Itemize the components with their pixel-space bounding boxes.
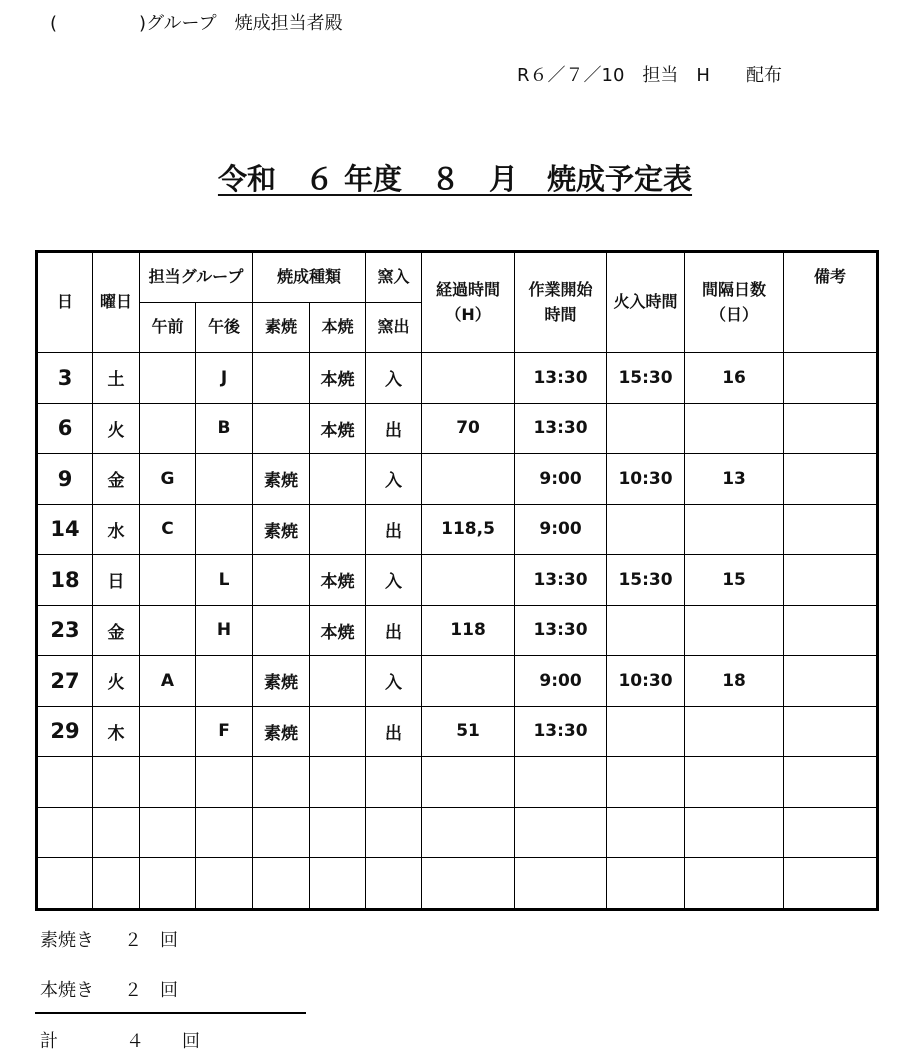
summary-total	[40, 1027, 200, 1053]
header-kiln-out: 窯出	[366, 303, 422, 353]
kiln-cell: 出	[366, 605, 422, 656]
header-weekday: 曜日	[93, 252, 140, 353]
summary-glaze	[40, 976, 178, 1002]
elapsed-cell	[422, 656, 515, 707]
am-group-cell	[140, 555, 196, 606]
bisque-cell	[253, 353, 310, 404]
paren-close: )	[139, 13, 147, 34]
bisque-cell	[253, 807, 310, 858]
fire-on-cell	[607, 403, 685, 454]
day-cell	[37, 757, 93, 808]
weekday-cell: 金	[93, 454, 140, 505]
summary-count: ２	[124, 930, 142, 951]
remarks-cell	[784, 555, 878, 606]
header-fire-on: 火入時間	[607, 252, 685, 353]
summary-divider	[35, 1012, 306, 1014]
fire-on-cell: 10:30	[607, 656, 685, 707]
pm-group-cell	[196, 454, 253, 505]
day-cell: 18	[37, 555, 93, 606]
bisque-cell: 素焼	[253, 706, 310, 757]
kiln-cell: 出	[366, 504, 422, 555]
work-start-cell: 13:30	[515, 605, 607, 656]
remarks-cell	[784, 706, 878, 757]
addressee-text: グループ 焼成担当者殿	[146, 13, 343, 34]
pm-group-cell: J	[196, 353, 253, 404]
kiln-cell	[366, 858, 422, 910]
bisque-cell: 素焼	[253, 656, 310, 707]
weekday-cell: 水	[93, 504, 140, 555]
am-group-cell: G	[140, 454, 196, 505]
day-cell	[37, 858, 93, 910]
kiln-cell: 入	[366, 656, 422, 707]
glaze-cell	[310, 504, 366, 555]
fire-on-cell	[607, 807, 685, 858]
header-glaze: 本焼	[310, 303, 366, 353]
kiln-cell: 出	[366, 403, 422, 454]
interval-cell	[685, 706, 784, 757]
elapsed-cell: 70	[422, 403, 515, 454]
firing-schedule-table	[35, 250, 879, 911]
weekday-cell	[93, 858, 140, 910]
elapsed-cell	[422, 353, 515, 404]
bisque-cell	[253, 403, 310, 454]
day-cell	[37, 807, 93, 858]
table-row	[37, 858, 878, 910]
day-cell: 27	[37, 656, 93, 707]
fire-on-cell	[607, 605, 685, 656]
weekday-cell	[93, 757, 140, 808]
work-start-cell: 13:30	[515, 403, 607, 454]
header-work-start-label: 作業開始	[528, 279, 593, 299]
elapsed-cell: 118,5	[422, 504, 515, 555]
table-row	[37, 555, 878, 606]
am-group-cell	[140, 706, 196, 757]
summary-count: ４	[126, 1031, 144, 1052]
remarks-cell	[784, 353, 878, 404]
kiln-cell: 入	[366, 353, 422, 404]
header-firing-type: 焼成種類	[253, 252, 366, 303]
paren-open: (	[50, 13, 58, 34]
elapsed-cell	[422, 757, 515, 808]
elapsed-cell	[422, 807, 515, 858]
glaze-cell	[310, 454, 366, 505]
day-cell: 6	[37, 403, 93, 454]
glaze-cell: 本焼	[310, 353, 366, 404]
table-row	[37, 403, 878, 454]
kiln-cell	[366, 807, 422, 858]
distribution-note: R６／７／10 担当 H 配布	[517, 65, 782, 86]
header-interval	[685, 252, 784, 353]
am-group-cell	[140, 403, 196, 454]
summary-count: ２	[124, 980, 142, 1001]
day-cell: 23	[37, 605, 93, 656]
remarks-cell	[784, 454, 878, 505]
header-day: 日	[37, 252, 93, 353]
interval-cell	[685, 504, 784, 555]
pm-group-cell: H	[196, 605, 253, 656]
work-start-cell: 13:30	[515, 706, 607, 757]
am-group-cell: A	[140, 656, 196, 707]
interval-cell	[685, 807, 784, 858]
glaze-cell: 本焼	[310, 605, 366, 656]
am-group-cell: C	[140, 504, 196, 555]
summary-unit: 回	[182, 1031, 200, 1052]
interval-cell	[685, 403, 784, 454]
pm-group-cell	[196, 807, 253, 858]
fire-on-cell	[607, 504, 685, 555]
header-elapsed	[422, 252, 515, 353]
weekday-cell	[93, 807, 140, 858]
glaze-cell: 本焼	[310, 555, 366, 606]
am-group-cell	[140, 757, 196, 808]
weekday-cell: 金	[93, 605, 140, 656]
bisque-cell: 素焼	[253, 454, 310, 505]
kiln-cell: 出	[366, 706, 422, 757]
work-start-cell	[515, 757, 607, 808]
summary-unit: 回	[160, 930, 178, 951]
glaze-cell	[310, 858, 366, 910]
header-kiln-in: 窯入	[366, 252, 422, 303]
weekday-cell: 火	[93, 403, 140, 454]
header-am: 午前	[140, 303, 196, 353]
fire-on-cell: 15:30	[607, 555, 685, 606]
elapsed-cell: 51	[422, 706, 515, 757]
pm-group-cell: B	[196, 403, 253, 454]
table-row	[37, 504, 878, 555]
table-row	[37, 605, 878, 656]
header-row-1	[37, 252, 878, 303]
day-cell: 29	[37, 706, 93, 757]
summary-label: 計	[40, 1031, 58, 1052]
work-start-cell: 9:00	[515, 656, 607, 707]
header-remarks: 備考	[784, 252, 878, 353]
work-start-cell	[515, 807, 607, 858]
interval-cell: 16	[685, 353, 784, 404]
pm-group-cell	[196, 757, 253, 808]
work-start-cell: 9:00	[515, 504, 607, 555]
header-elapsed-label: 経過時間	[436, 279, 501, 299]
page-title: 令和 ６ 年度 ８ 月 焼成予定表	[217, 162, 693, 196]
work-start-cell: 13:30	[515, 353, 607, 404]
pm-group-cell: F	[196, 706, 253, 757]
elapsed-cell: 118	[422, 605, 515, 656]
pm-group-cell: L	[196, 555, 253, 606]
table-row	[37, 656, 878, 707]
weekday-cell: 木	[93, 706, 140, 757]
fire-on-cell	[607, 757, 685, 808]
header-bisque: 素焼	[253, 303, 310, 353]
interval-cell: 13	[685, 454, 784, 505]
bisque-cell	[253, 555, 310, 606]
pm-group-cell	[196, 504, 253, 555]
remarks-cell	[784, 656, 878, 707]
elapsed-cell	[422, 555, 515, 606]
addressee-line	[50, 9, 343, 35]
table-row	[37, 353, 878, 404]
weekday-cell: 火	[93, 656, 140, 707]
summary-label: 本焼き	[40, 980, 94, 1001]
remarks-cell	[784, 858, 878, 910]
header-elapsed-unit: （H）	[445, 304, 491, 324]
header-work-start-label-2: 時間	[544, 304, 577, 324]
fire-on-cell	[607, 706, 685, 757]
glaze-cell	[310, 807, 366, 858]
table-row	[37, 757, 878, 808]
glaze-cell	[310, 706, 366, 757]
bisque-cell: 素焼	[253, 504, 310, 555]
header-pm: 午後	[196, 303, 253, 353]
kiln-cell	[366, 757, 422, 808]
bisque-cell	[253, 605, 310, 656]
fire-on-cell	[607, 858, 685, 910]
interval-cell: 15	[685, 555, 784, 606]
remarks-cell	[784, 403, 878, 454]
am-group-cell	[140, 353, 196, 404]
summary-unit: 回	[160, 980, 178, 1001]
weekday-cell: 日	[93, 555, 140, 606]
am-group-cell	[140, 605, 196, 656]
interval-cell: 18	[685, 656, 784, 707]
bisque-cell	[253, 858, 310, 910]
day-cell: 9	[37, 454, 93, 505]
kiln-cell: 入	[366, 454, 422, 505]
glaze-cell	[310, 656, 366, 707]
bisque-cell	[253, 757, 310, 808]
elapsed-cell	[422, 454, 515, 505]
work-start-cell	[515, 858, 607, 910]
weekday-cell: 土	[93, 353, 140, 404]
glaze-cell: 本焼	[310, 403, 366, 454]
interval-cell	[685, 757, 784, 808]
table-row	[37, 807, 878, 858]
interval-cell	[685, 858, 784, 910]
remarks-cell	[784, 504, 878, 555]
day-cell: 14	[37, 504, 93, 555]
am-group-cell	[140, 858, 196, 910]
table-row	[37, 454, 878, 505]
summary-bisque	[40, 926, 178, 952]
remarks-cell	[784, 605, 878, 656]
glaze-cell	[310, 757, 366, 808]
elapsed-cell	[422, 858, 515, 910]
summary-label: 素焼き	[40, 930, 94, 951]
remarks-cell	[784, 807, 878, 858]
pm-group-cell	[196, 858, 253, 910]
work-start-cell: 9:00	[515, 454, 607, 505]
interval-cell	[685, 605, 784, 656]
header-work-start	[515, 252, 607, 353]
kiln-cell: 入	[366, 555, 422, 606]
am-group-cell	[140, 807, 196, 858]
fire-on-cell: 15:30	[607, 353, 685, 404]
day-cell: 3	[37, 353, 93, 404]
work-start-cell: 13:30	[515, 555, 607, 606]
pm-group-cell	[196, 656, 253, 707]
remarks-cell	[784, 757, 878, 808]
header-group: 担当グループ	[140, 252, 253, 303]
fire-on-cell: 10:30	[607, 454, 685, 505]
header-interval-unit: （日）	[710, 304, 759, 324]
header-interval-label: 間隔日数	[702, 279, 767, 299]
table-row	[37, 706, 878, 757]
